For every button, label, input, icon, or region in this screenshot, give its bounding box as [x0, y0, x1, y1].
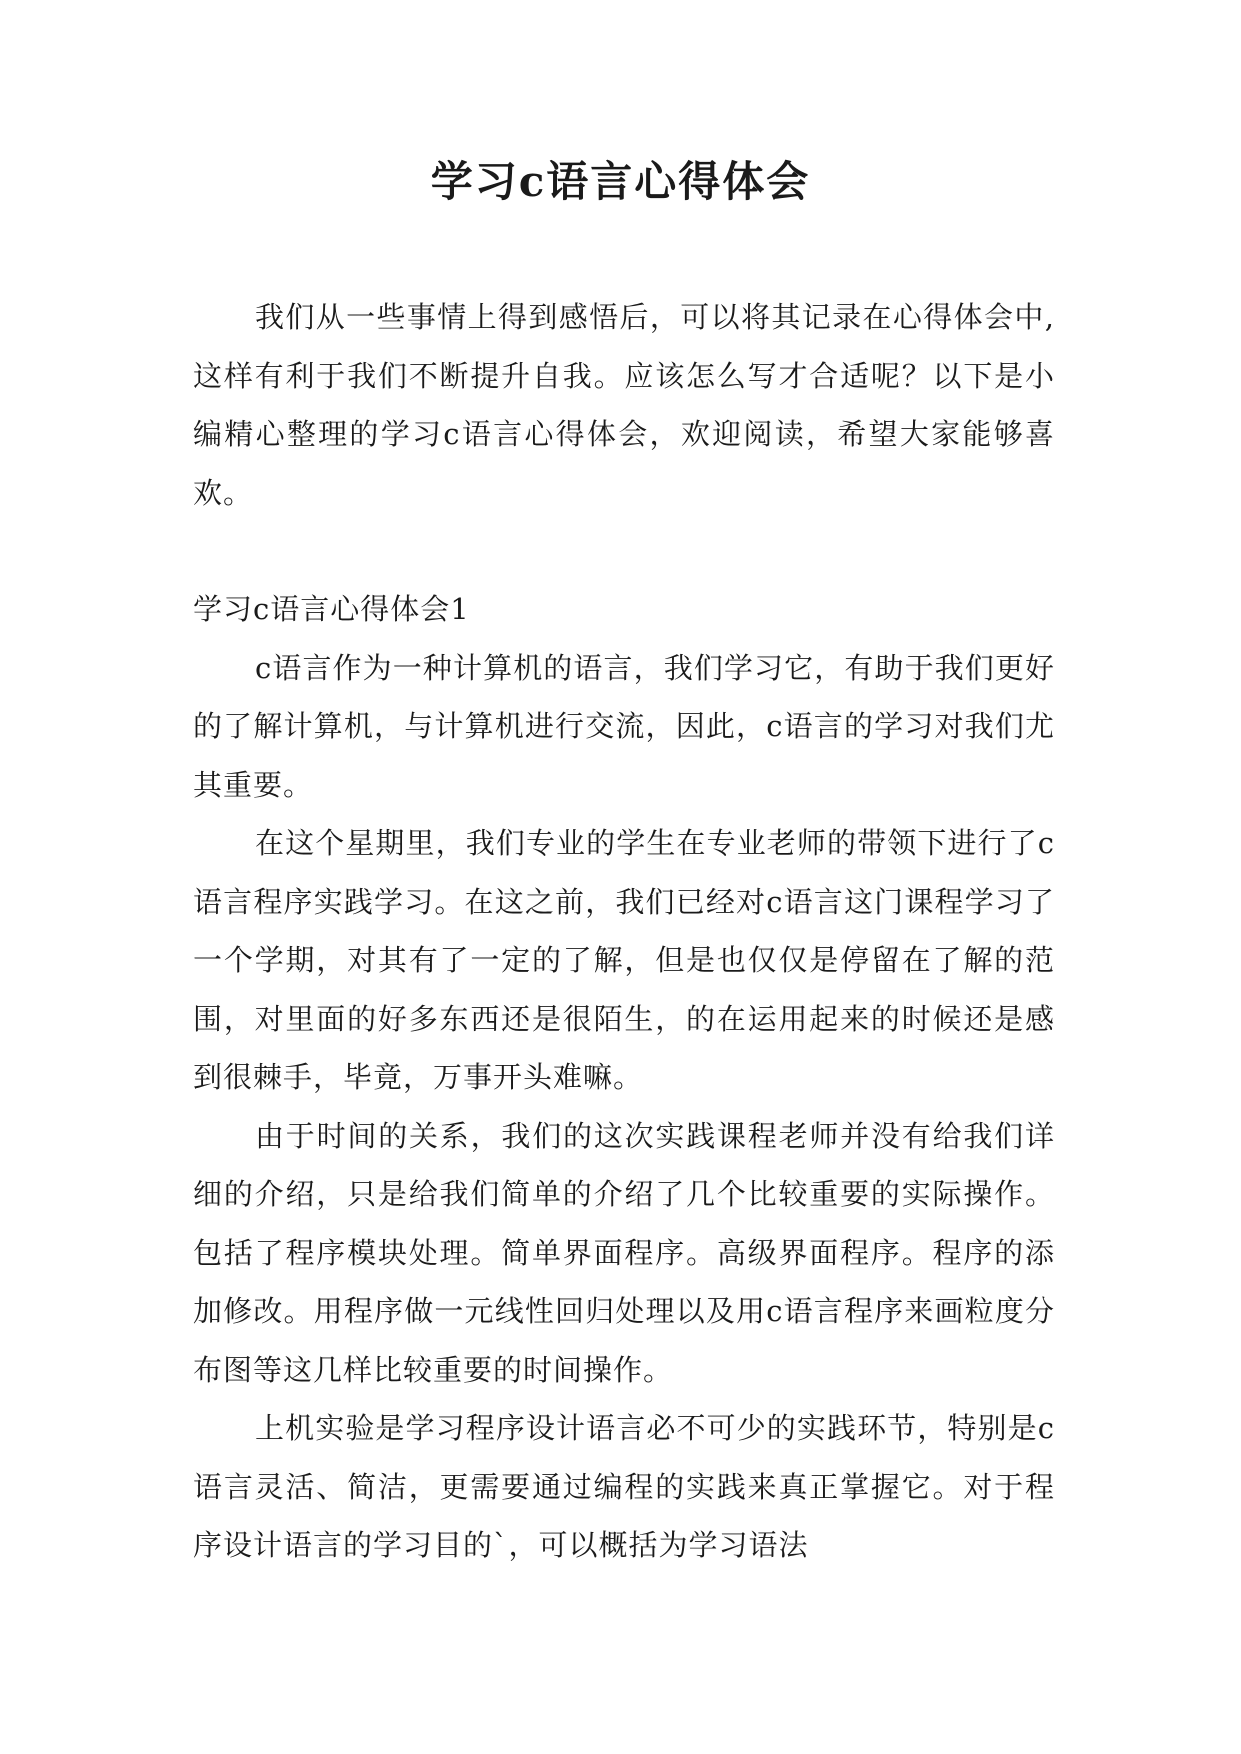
document-title: 学习c语言心得体会 [430, 157, 811, 206]
body-paragraph-2: 在这个星期里，我们专业的学生在专业老师的带领下进行了c语言程序实践学习。在这之前，我们已经对c语言这门课程学习了一个学期，对其有了一定的了解，但是也仅仅是停留在了解的范围，对里面的好多东西还是很陌生，的在运用起来的时候还是感到很棘手，毕竟，万事开头难嘛。 [193, 826, 1055, 1094]
intro-paragraph: 我们从一些事情上得到感悟后，可以将其记录在心得体会中,这样有利于我们不断提升自我。应该怎么写才合适呢？以下是小编精心整理的学习c语言心得体会，欢迎阅读，希望大家能够喜欢。 [193, 300, 1055, 510]
body-paragraph-1: c语言作为一种计算机的语言，我们学习它，有助于我们更好的了解计算机，与计算机进行交流，因此，c语言的学习对我们尤其重要。 [193, 650, 1055, 802]
body-paragraph-4: 上机实验是学习程序设计语言必不可少的实践环节，特别是c语言灵活、简洁，更需要通过编程的实践来真正掌握它。对于程序设计语言的学习目的`，可以概括为学习语法 [193, 1411, 1055, 1562]
section-heading: 学习c语言心得体会1 [193, 592, 470, 626]
document-body [193, 288, 1055, 1575]
body-paragraph-3: 由于时间的关系，我们的这次实践课程老师并没有给我们详细的介绍，只是给我们简单的介绍了几个比较重要的实际操作。包括了程序模块处理。简单界面程序。高级界面程序。程序的添加修改。用程序做一元线性回归处理以及用c语言程序来画粒度分布图等这几样比较重要的时间操作。 [193, 1118, 1055, 1387]
